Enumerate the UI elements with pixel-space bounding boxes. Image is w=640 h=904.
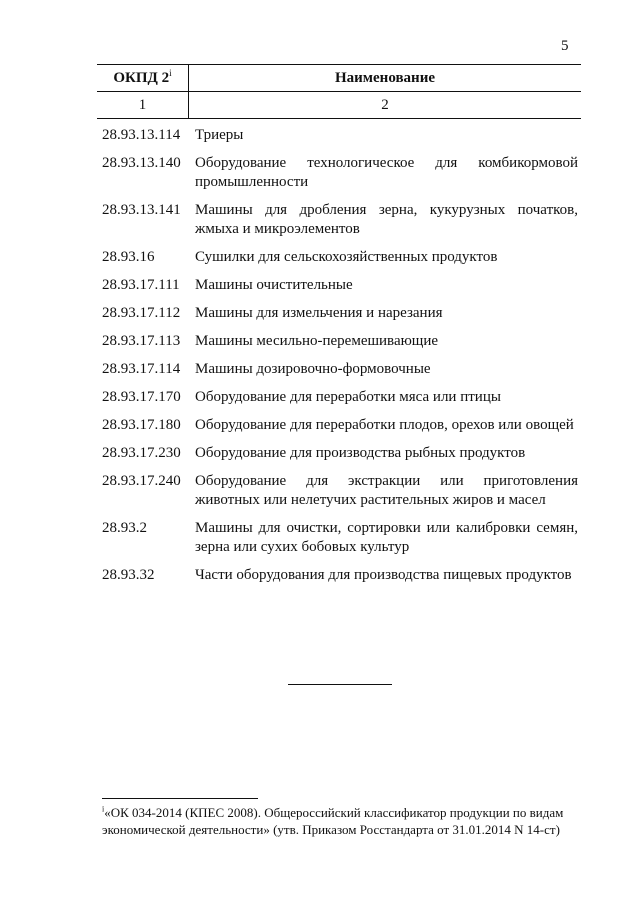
table-row (102, 472, 578, 510)
table-row (102, 519, 578, 557)
row-code: 28.93.17.112 (102, 305, 181, 321)
table-row (102, 388, 578, 407)
footnote-ref-mark[interactable]: i (169, 67, 172, 78)
row-name: Триеры (195, 127, 244, 143)
row-code: 28.93.17.113 (102, 333, 181, 349)
footnote (102, 804, 578, 838)
row-code: 28.93.17.240 (102, 473, 181, 489)
row-name: Машины для очистки, сортировки или калибровки семян, зерна или сухих бобовых культур (195, 520, 578, 555)
row-code: 28.93.17.180 (102, 417, 181, 433)
end-of-list-divider (288, 684, 392, 685)
row-code: 28.93.32 (102, 567, 155, 583)
row-name: Машины дозировочно-формовочные (195, 361, 431, 377)
row-name: Оборудование технологическое для комбикормовой промышленности (195, 155, 578, 190)
table-row (102, 332, 578, 351)
classification-rows (102, 126, 578, 594)
table-row (102, 304, 578, 323)
table-row (102, 416, 578, 435)
table-row (102, 201, 578, 239)
row-code: 28.93.17.170 (102, 389, 181, 405)
row-name: Сушилки для сельскохозяйственных продуктов (195, 249, 498, 265)
row-name: Машины очистительные (195, 277, 353, 293)
table-row (102, 360, 578, 379)
table-row (102, 154, 578, 192)
row-name: Оборудование для переработки плодов, орехов или овощей (195, 417, 574, 433)
row-name: Оборудование для производства рыбных продуктов (195, 445, 526, 461)
row-name: Части оборудования для производства пищевых продуктов (195, 567, 572, 583)
row-code: 28.93.16 (102, 249, 155, 265)
table-row (102, 276, 578, 295)
table-row (102, 248, 578, 267)
row-name: Оборудование для переработки мяса или птицы (195, 389, 501, 405)
column-index-2: 2 (189, 92, 582, 119)
column-index-1: 1 (97, 92, 189, 119)
row-code: 28.93.13.140 (102, 155, 181, 171)
row-name: Машины для измельчения и нарезания (195, 305, 443, 321)
row-name: Оборудование для экстракции или приготовления животных или нелетучих растительных жиров и масел (195, 473, 578, 508)
row-code: 28.93.17.111 (102, 277, 180, 293)
row-code: 28.93.17.114 (102, 361, 181, 377)
page-number: 5 (561, 38, 569, 54)
footnote-mark: i (102, 804, 105, 814)
column-header-code: ОКПД 2$^i$ (97, 65, 189, 92)
row-name: Машины для дробления зерна, кукурузных початков, жмыха и микроэлементов (195, 202, 578, 237)
footnote-divider (102, 798, 258, 799)
footnote-text: «ОК 034-2014 (КПЕС 2008). Общероссийский классификатор продукции по видам экономической деятельности» (утв. Приказом Росстандарта от 31.01.2014 N 14-ст) (102, 805, 564, 837)
row-code: 28.93.13.114 (102, 127, 181, 143)
row-code: 28.93.2 (102, 520, 147, 536)
classification-table-header (97, 64, 581, 119)
table-row (102, 126, 578, 145)
row-code: 28.93.13.141 (102, 202, 181, 218)
table-row (102, 566, 578, 585)
row-code: 28.93.17.230 (102, 445, 181, 461)
column-header-name: Наименование (189, 65, 582, 92)
row-name: Машины месильно-перемешивающие (195, 333, 439, 349)
table-row (102, 444, 578, 463)
